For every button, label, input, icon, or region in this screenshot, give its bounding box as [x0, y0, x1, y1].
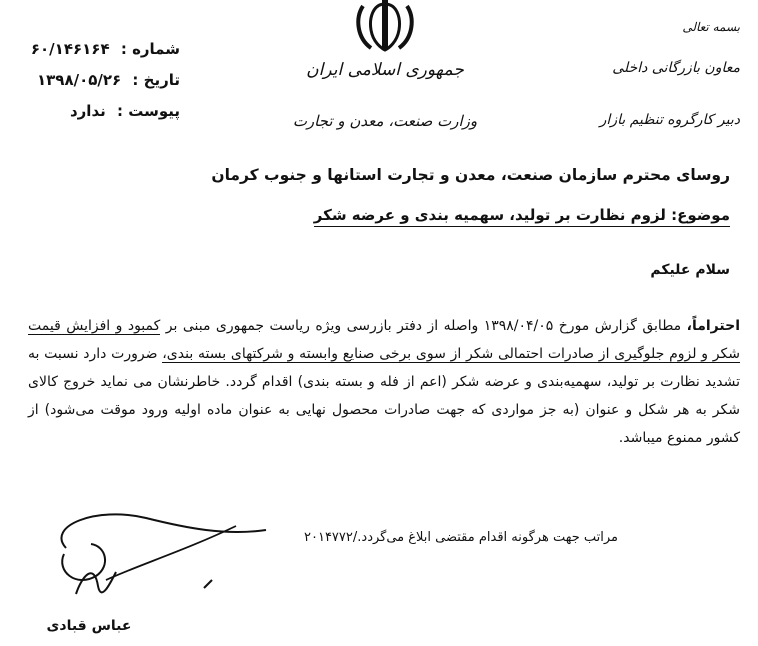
number-value: ۶۰/۱۴۶۱۶۴ — [30, 40, 110, 58]
deputy-text: معاون بازرگانی داخلی — [612, 60, 740, 76]
number-label: شماره : — [120, 40, 180, 58]
addressee-line: روسای محترم سازمان صنعت، معدن و تجارت استانها و جنوب کرمان — [211, 166, 730, 184]
date-row — [0, 65, 180, 96]
ministry-heading: وزارت صنعت، معدن و تجارت — [292, 112, 478, 130]
body-underlined-text: کمبود و افزایش قیمت شکر و لزوم جلوگیری از صادرات احتمالی شکر از سوی برخی صنایع وابسته و شرکتهای بسته بندی، — [28, 318, 740, 362]
greeting-line: سلام علیکم — [650, 262, 730, 278]
signer-name: عباس قبادی — [46, 618, 132, 634]
attachment-row — [0, 96, 180, 127]
iran-emblem-icon — [343, 0, 427, 52]
subject-line: موضوع: لزوم نظارت بر تولید، سهمیه بندی و عرضه شکر — [314, 206, 730, 227]
salutation-text: احتراماً، — [686, 318, 740, 334]
number-row — [0, 34, 180, 65]
attachment-label: پیوست : — [116, 102, 180, 120]
body-text-part-1: مطابق گزارش مورخ ۱۳۹۸/۰۴/۰۵ واصله از دفتر بازرسی ویژه ریاست جمهوری مبنی بر — [160, 318, 687, 334]
secretary-text: دبیر کارگروه تنظیم بازار — [599, 112, 740, 128]
date-label: تاریخ : — [132, 71, 180, 89]
attachment-value: ندارد — [69, 102, 106, 120]
republic-heading: جمهوری اسلامی ایران — [306, 60, 464, 80]
date-value: ۱۳۹۸/۰۵/۲۶ — [36, 71, 122, 89]
body-text-part-2: ضرورت دارد نسبت به تشدید نظارت بر تولید، سهمیه‌بندی و عرضه شکر (اعم از فله و بسته بندی) اقدام گردد. خاطرنشان می نماید خروج کالای شکر به هر شکل و عنوان (به جز مواردی که جهت صادرات محصول نهایی به عنوان ماده اولیه ورود موقت می‌شود) از کشور ممنوع میباشد. — [28, 346, 740, 446]
closing-line: مراتب جهت هرگونه اقدام مقتضی ابلاغ می‌گردد./۲۰۱۴۷۷۲ — [304, 530, 619, 545]
letter-body — [28, 312, 740, 452]
invocation-text: بسمه تعالی — [682, 20, 740, 34]
handwritten-signature — [36, 496, 276, 616]
letter-meta — [0, 34, 180, 127]
